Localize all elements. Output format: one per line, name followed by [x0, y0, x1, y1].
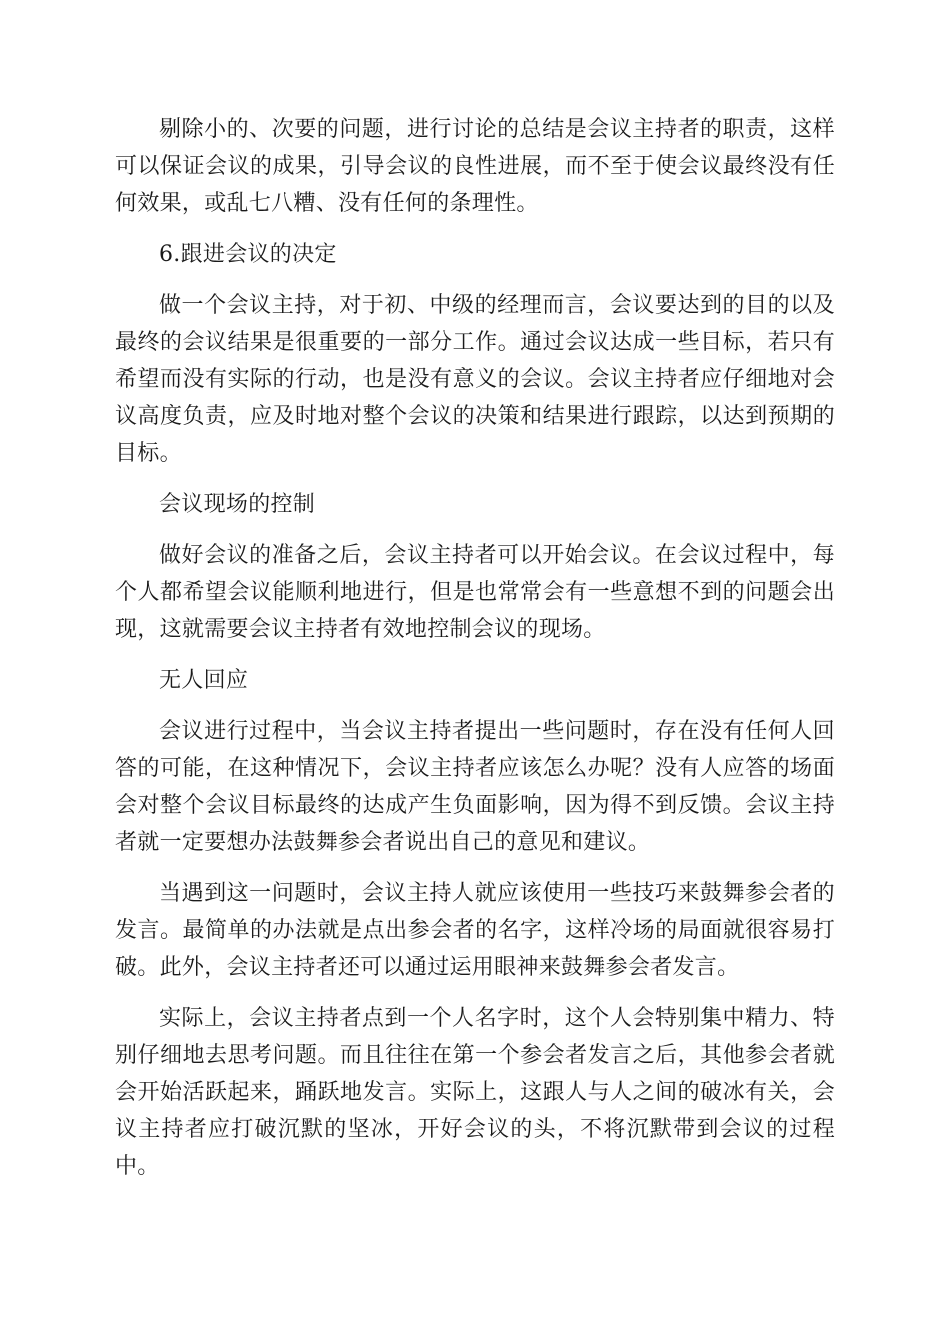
paragraph-no-response: 会议进行过程中，当会议主持者提出一些问题时，存在没有任何人回答的可能，在这种情况下，会议主持者应该怎么办呢？没有人应答的场面会对整个会议目标最终的达成产生负面影响，因为得不到反馈。会议主持者就一定要想办法鼓舞参会者说出自己的意见和建议。 — [115, 719, 835, 855]
section-heading-no-response: 无人回应 — [159, 668, 249, 693]
paragraph-follow-up: 做一个会议主持，对于初、中级的经理而言，会议要达到的目的以及最终的会议结果是很重要的一部分工作。通过会议达成一些目标，若只有希望而没有实际的行动，也是没有意义的会议。会议主持者应仔细地对会议高度负责，应及时地对整个会议的决策和结果进行跟踪，以达到预期的目标。 — [115, 293, 835, 466]
paragraph-break-ice: 实际上，会议主持者点到一个人名字时，这个人会特别集中精力、特别仔细地去思考问题。而且往往在第一个参会者发言之后，其他参会者就会开始活跃起来，踊跃地发言。实际上，这跟人与人之间的破冰有关，会议主持者应打破沉默的坚冰，开好会议的头，不将沉默带到会议的过程中。 — [115, 1006, 835, 1179]
paragraph-techniques: 当遇到这一问题时，会议主持人就应该使用一些技巧来鼓舞参会者的发言。最简单的办法就是点出参会者的名字，这样冷场的局面就很容易打破。此外，会议主持者还可以通过运用眼神来鼓舞参会者发言。 — [115, 881, 835, 980]
document-body — [115, 111, 835, 1199]
section-heading-follow-up: 6.跟进会议的决定 — [159, 242, 337, 267]
paragraph-summary-duty: 剔除小的、次要的问题，进行讨论的总结是会议主持者的职责，这样可以保证会议的成果，引导会议的良性进展，而不至于使会议最终没有任何效果，或乱七八糟、没有任何的条理性。 — [115, 117, 835, 216]
paragraph-meeting-control: 做好会议的准备之后，会议主持者可以开始会议。在会议过程中，每个人都希望会议能顺利地进行，但是也常常会有一些意想不到的问题会出现，这就需要会议主持者有效地控制会议的现场。 — [115, 543, 835, 642]
section-heading-meeting-control: 会议现场的控制 — [159, 492, 316, 517]
